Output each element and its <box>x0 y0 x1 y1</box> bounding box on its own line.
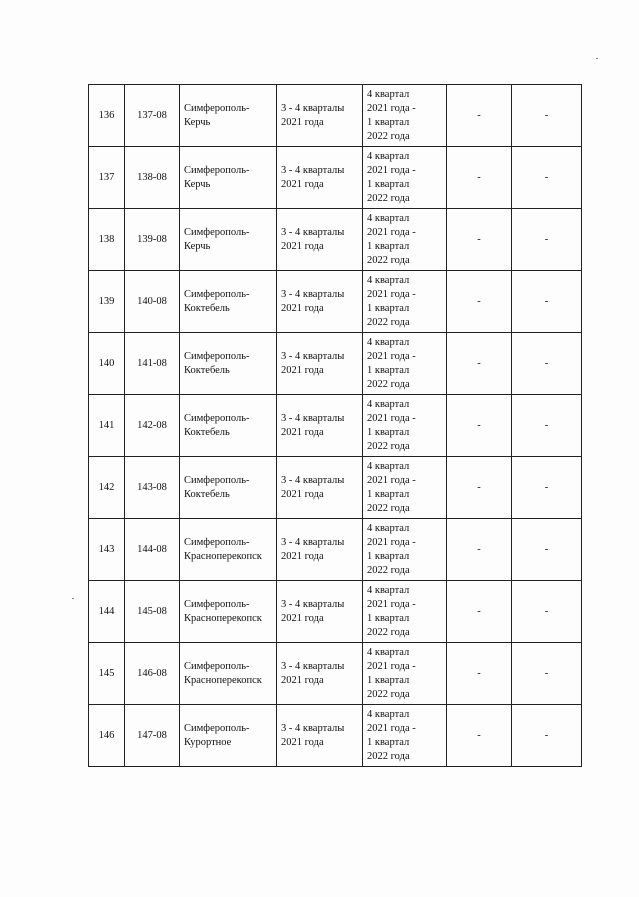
dash-cell-b: - <box>512 457 582 519</box>
deadline-cell: 4 квартал 2021 года - 1 квартал 2022 года <box>363 147 447 209</box>
deadline-cell: 4 квартал 2021 года - 1 квартал 2022 года <box>363 457 447 519</box>
dash-cell-b: - <box>512 271 582 333</box>
dash-cell-a: - <box>447 147 512 209</box>
period-cell: 3 - 4 кварталы 2021 года <box>277 581 363 643</box>
route-code-cell: 144-08 <box>125 519 180 581</box>
row-number-cell: 138 <box>89 209 125 271</box>
deadline-cell: 4 квартал 2021 года - 1 квартал 2022 года <box>363 519 447 581</box>
table-row <box>89 85 582 147</box>
deadline-cell: 4 квартал 2021 года - 1 квартал 2022 года <box>363 333 447 395</box>
table-row <box>89 457 582 519</box>
dash-cell-b: - <box>512 333 582 395</box>
period-cell: 3 - 4 кварталы 2021 года <box>277 457 363 519</box>
period-cell: 3 - 4 кварталы 2021 года <box>277 519 363 581</box>
route-name-cell: Симферополь- Керчь <box>180 85 277 147</box>
route-name-cell: Симферополь- Керчь <box>180 147 277 209</box>
table-row <box>89 147 582 209</box>
dash-cell-a: - <box>447 581 512 643</box>
route-name-cell: Симферополь- Керчь <box>180 209 277 271</box>
deadline-cell: 4 квартал 2021 года - 1 квартал 2022 года <box>363 395 447 457</box>
route-code-cell: 145-08 <box>125 581 180 643</box>
route-name-cell: Симферополь- Красноперекопск <box>180 581 277 643</box>
table-row <box>89 705 582 767</box>
table-body <box>89 85 582 767</box>
route-code-cell: 143-08 <box>125 457 180 519</box>
period-cell: 3 - 4 кварталы 2021 года <box>277 643 363 705</box>
row-number-cell: 140 <box>89 333 125 395</box>
table-row <box>89 395 582 457</box>
row-number-cell: 145 <box>89 643 125 705</box>
dash-cell-a: - <box>447 85 512 147</box>
row-number-cell: 141 <box>89 395 125 457</box>
deadline-cell: 4 квартал 2021 года - 1 квартал 2022 года <box>363 643 447 705</box>
deadline-cell: 4 квартал 2021 года - 1 квартал 2022 года <box>363 209 447 271</box>
dash-cell-a: - <box>447 643 512 705</box>
route-code-cell: 139-08 <box>125 209 180 271</box>
dash-cell-a: - <box>447 333 512 395</box>
dash-cell-b: - <box>512 581 582 643</box>
dash-cell-a: - <box>447 395 512 457</box>
deadline-cell: 4 квартал 2021 года - 1 квартал 2022 года <box>363 85 447 147</box>
route-name-cell: Симферополь- Коктебель <box>180 271 277 333</box>
period-cell: 3 - 4 кварталы 2021 года <box>277 333 363 395</box>
route-code-cell: 141-08 <box>125 333 180 395</box>
dash-cell-a: - <box>447 457 512 519</box>
period-cell: 3 - 4 кварталы 2021 года <box>277 705 363 767</box>
row-number-cell: 146 <box>89 705 125 767</box>
scan-speck <box>596 58 598 59</box>
route-code-cell: 138-08 <box>125 147 180 209</box>
table-row <box>89 271 582 333</box>
dash-cell-b: - <box>512 209 582 271</box>
dash-cell-a: - <box>447 209 512 271</box>
route-code-cell: 137-08 <box>125 85 180 147</box>
route-name-cell: Симферополь- Красноперекопск <box>180 519 277 581</box>
dash-cell-a: - <box>447 271 512 333</box>
table-row <box>89 209 582 271</box>
period-cell: 3 - 4 кварталы 2021 года <box>277 395 363 457</box>
route-code-cell: 140-08 <box>125 271 180 333</box>
period-cell: 3 - 4 кварталы 2021 года <box>277 209 363 271</box>
row-number-cell: 144 <box>89 581 125 643</box>
schedule-table <box>88 84 582 767</box>
dash-cell-b: - <box>512 705 582 767</box>
row-number-cell: 136 <box>89 85 125 147</box>
period-cell: 3 - 4 кварталы 2021 года <box>277 85 363 147</box>
period-cell: 3 - 4 кварталы 2021 года <box>277 147 363 209</box>
table-row <box>89 333 582 395</box>
row-number-cell: 137 <box>89 147 125 209</box>
route-name-cell: Симферополь- Коктебель <box>180 395 277 457</box>
route-code-cell: 147-08 <box>125 705 180 767</box>
dash-cell-b: - <box>512 85 582 147</box>
dash-cell-b: - <box>512 643 582 705</box>
table-row <box>89 581 582 643</box>
dash-cell-b: - <box>512 519 582 581</box>
dash-cell-b: - <box>512 147 582 209</box>
row-number-cell: 143 <box>89 519 125 581</box>
route-code-cell: 142-08 <box>125 395 180 457</box>
dash-cell-a: - <box>447 519 512 581</box>
route-name-cell: Симферополь- Коктебель <box>180 333 277 395</box>
route-name-cell: Симферополь- Красноперекопск <box>180 643 277 705</box>
deadline-cell: 4 квартал 2021 года - 1 квартал 2022 года <box>363 581 447 643</box>
route-code-cell: 146-08 <box>125 643 180 705</box>
route-name-cell: Симферополь- Курортное <box>180 705 277 767</box>
table-row <box>89 519 582 581</box>
row-number-cell: 139 <box>89 271 125 333</box>
scan-speck <box>72 598 74 599</box>
dash-cell-a: - <box>447 705 512 767</box>
table-row <box>89 643 582 705</box>
row-number-cell: 142 <box>89 457 125 519</box>
route-name-cell: Симферополь- Коктебель <box>180 457 277 519</box>
period-cell: 3 - 4 кварталы 2021 года <box>277 271 363 333</box>
dash-cell-b: - <box>512 395 582 457</box>
deadline-cell: 4 квартал 2021 года - 1 квартал 2022 года <box>363 271 447 333</box>
deadline-cell: 4 квартал 2021 года - 1 квартал 2022 года <box>363 705 447 767</box>
